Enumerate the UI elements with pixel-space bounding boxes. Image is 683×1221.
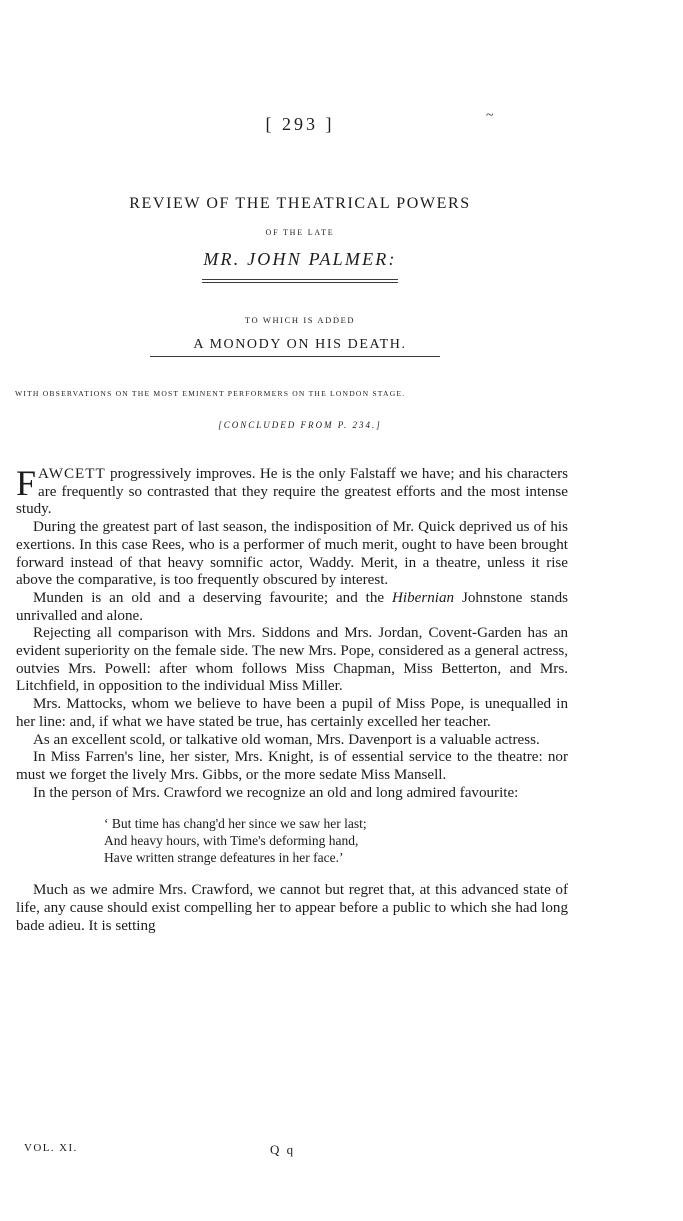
monody-title: A MONODY ON HIS DEATH. — [193, 337, 407, 352]
italic-word: Hibernian — [392, 589, 455, 606]
volume-label: VOL. XI. — [24, 1142, 78, 1154]
ink-mark: ~ — [486, 108, 494, 123]
paragraph-regret: Much as we admire Mrs. Crawford, we cannot but regret that, at this advanced state of life, any cause should exist compelling her to appear before a public to which she had long bade adieu. It is setting — [16, 882, 568, 934]
verse-line: And heavy hours, with Time's deforming hand, — [104, 833, 359, 849]
article-title: REVIEW OF THE THEATRICAL POWERS — [129, 195, 471, 212]
article-subtitle: OF THE LATE — [265, 228, 335, 237]
verse-quote — [104, 815, 568, 866]
paragraph-mattocks: Mrs. Mattocks, whom we believe to have been a pupil of Miss Pope, is unequalled in her line: and, if what we have stated be true, has certainly excelled her teacher. — [16, 696, 568, 730]
first-word: AWCETT — [38, 466, 106, 482]
paragraph-text: Johnstone stands unrivalled and alone. — [16, 589, 568, 624]
drop-cap: F — [16, 463, 37, 503]
title-rule-bottom — [202, 282, 398, 283]
paragraph-text: Munden is an old and a deserving favourite; and the — [33, 589, 393, 606]
paragraph-fawcett — [16, 463, 568, 519]
page-number: [ 293 ] — [265, 114, 335, 134]
added-line: TO WHICH IS ADDED — [244, 315, 356, 325]
observations-line: WITH OBSERVATIONS ON THE MOST EMINENT PERFORMERS ON THE LONDON STAGE. — [15, 389, 406, 398]
signature-mark: Q q — [270, 1142, 296, 1157]
article-body — [16, 463, 568, 935]
subject-name: MR. JOHN PALMER: — [203, 249, 397, 269]
paragraph-text: progressively improves. He is the only Falstaff we have; and his characters are frequently so contrasted that they require the greatest efforts and the most intense study. — [16, 466, 568, 518]
paragraph-quick: During the greatest part of last season, the indisposition of Mr. Quick deprived us of his exertions. In this case Rees, who is a performer of much merit, ought to have been brought forward instead of that heavy somnific actor, Waddy. Merit, in a theatre, unless it rise above the comparative, is too frequently obscured by interest. — [16, 519, 568, 589]
continuation-note: [CONCLUDED FROM P. 234.] — [218, 420, 382, 430]
paragraph-farren: In Miss Farren's line, her sister, Mrs. Knight, is of essential service to the theatre: nor must we forget the lively Mrs. Gibbs, or the more sedate Miss Mansell. — [16, 749, 568, 783]
paragraph-crawford: In the person of Mrs. Crawford we recognize an old and long admired favourite: — [33, 784, 519, 801]
verse-line: ‘ But time has chang'd her since we saw her last; — [104, 816, 367, 832]
title-rule-top — [202, 279, 398, 280]
paragraph-davenport: As an excellent scold, or talkative old woman, Mrs. Davenport is a valuable actress. — [33, 731, 540, 748]
paragraph-female-side: Rejecting all comparison with Mrs. Siddons and Mrs. Jordan, Covent-Garden has an evident superiority on the female side. The new Mrs. Pope, considered as a general actress, outvies Mrs. Powell: after whom follows Miss Chapman, Miss Betterton, and Mrs. Litchfield, in opposition to the individual Miss Miller. — [16, 625, 568, 695]
verse-line: Have written strange defeatures in her face.’ — [104, 850, 344, 866]
paragraph-munden — [16, 590, 568, 625]
monody-rule — [150, 356, 440, 357]
